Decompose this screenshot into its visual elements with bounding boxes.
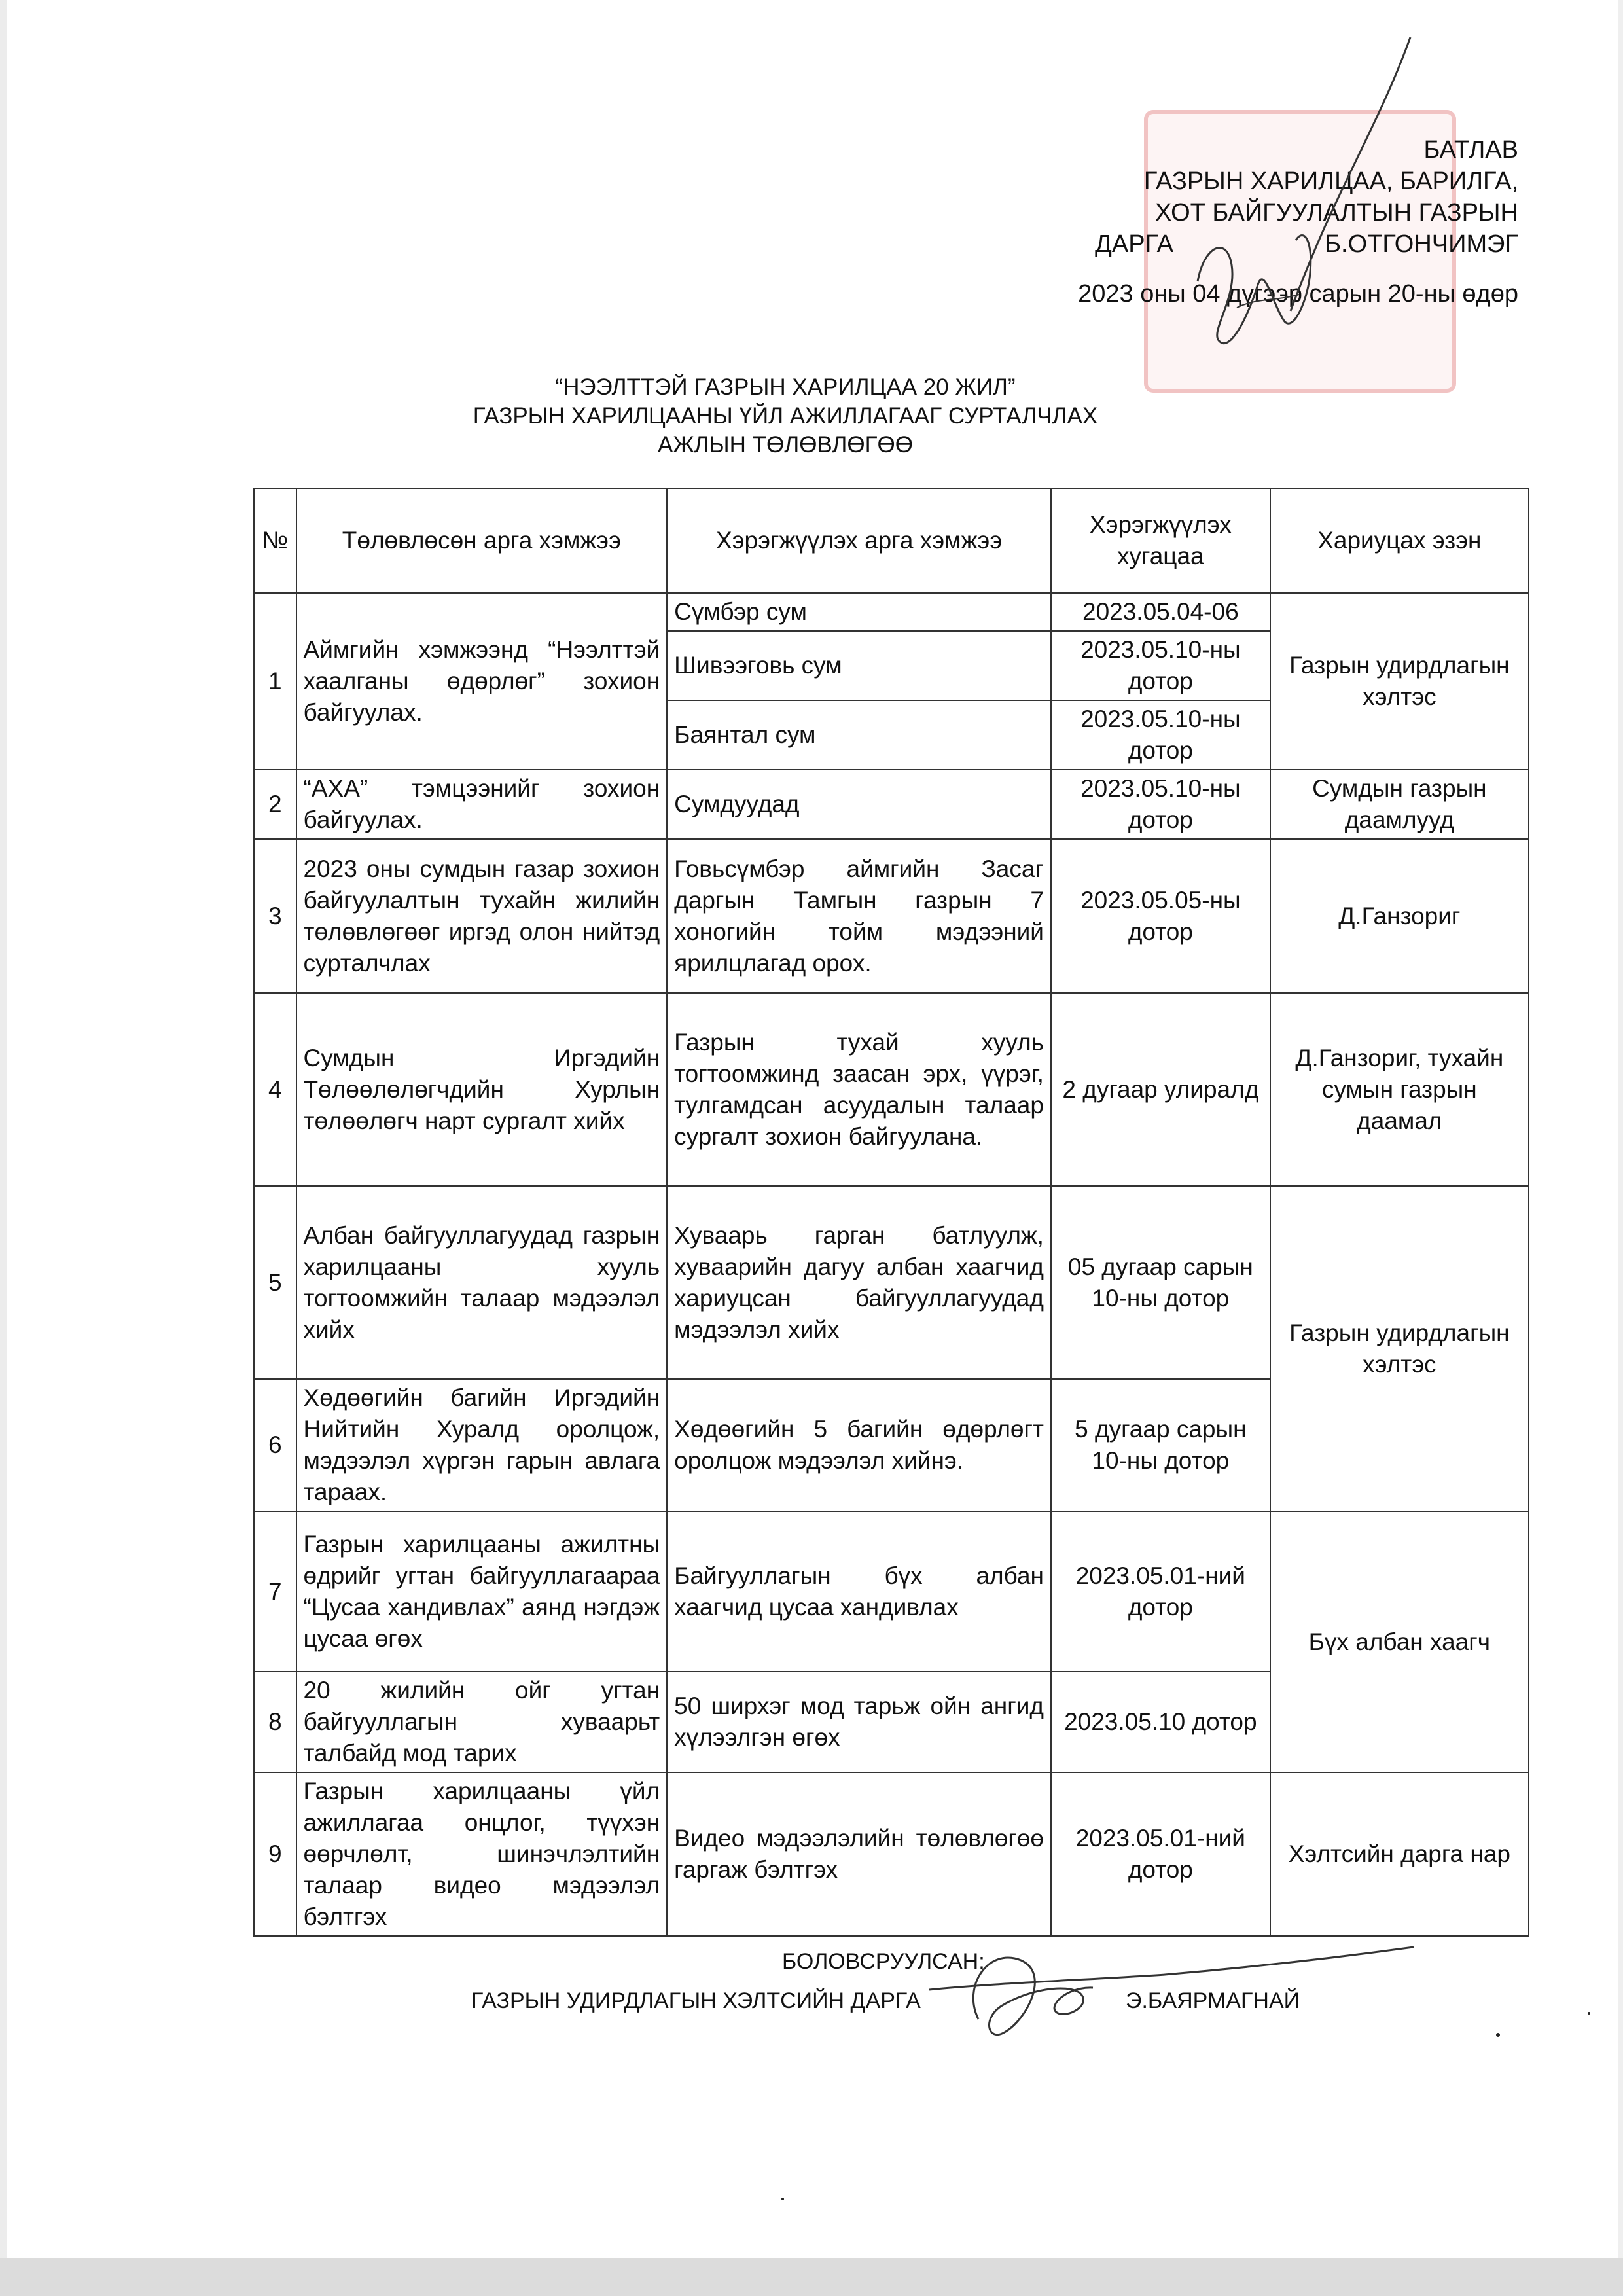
term-cell: 2023.05.10 дотор (1051, 1672, 1270, 1772)
header-implementation: Хэрэгжүүлэх арга хэмжээ (667, 488, 1051, 593)
header-no: № (254, 488, 296, 593)
row-number: 4 (254, 993, 296, 1186)
action-plan-table (253, 488, 1529, 1937)
prepared-position: ГАЗРЫН УДИРДЛАГЫН ХЭЛТСИЙН ДАРГА (471, 1988, 921, 2013)
prepared-label: БОЛОВСРУУЛСАН: (782, 1949, 985, 1974)
responsible-cell: Хэлтсийн дарга нар (1270, 1772, 1529, 1936)
table-row (254, 1186, 1529, 1379)
document-title (458, 373, 1113, 459)
scan-speck (1588, 2012, 1590, 2015)
table-header-row (254, 488, 1529, 593)
responsible-cell: Д.Ганзориг, тухайн сумын газрын даамал (1270, 993, 1529, 1186)
responsible-cell: Д.Ганзориг (1270, 839, 1529, 993)
implementation-measure: Газрын тухай хууль тогтоомжинд заасан эрх, үүрэг, тулгамдсан асуудалын талаар сургалт зохион байгуулана. (667, 993, 1051, 1186)
header-term: Хэрэгжүүлэх хугацаа (1051, 488, 1270, 593)
planned-measure: 2023 оны сумдын газар зохион байгуулалтын тухайн жилийн төлөвлөгөөг иргэд олон нийтэд сурталчлах (296, 839, 668, 993)
title-line2: ГАЗРЫН ХАРИЛЦААНЫ ҮЙЛ АЖИЛЛАГААГ СУРТАЛЧЛАХ (473, 403, 1098, 429)
planned-measure: 20 жилийн ойг угтан байгууллагын хуваарьт талбайд мод тарих (296, 1672, 668, 1772)
implementation-measure: Хөдөөгийн 5 багийн өдөрлөгт оролцож мэдээлэл хийнэ. (667, 1379, 1051, 1511)
table-row (254, 993, 1529, 1186)
responsible-cell: Бүх албан хаагч (1270, 1511, 1529, 1772)
responsible-cell: Газрын удирдлагын хэлтэс (1270, 1186, 1529, 1511)
row-number: 7 (254, 1511, 296, 1672)
approval-title: БАТЛАВ (1423, 136, 1518, 164)
scan-edge-left (0, 0, 7, 2296)
scan-speck (1496, 2033, 1500, 2037)
implementation-measure: Байгууллагын бүх албан хаагчид цусаа хандивлах (667, 1511, 1051, 1672)
header-responsible: Хариуцах эзэн (1270, 488, 1529, 593)
approval-name: Б.ОТГОНЧИМЭГ (1325, 230, 1518, 258)
planned-measure: Газрын харилцааны ажилтны өдрийг угтан байгууллагаараа “Цусаа хандивлах” аянд нэгдэж цусаа өгөх (296, 1511, 668, 1672)
implementation-measure: Видео мэдээлэлийн төлөвлөгөө гаргаж бэлтгэх (667, 1772, 1051, 1936)
term-cell: 2023.05.01-ний дотор (1051, 1772, 1270, 1936)
row-number: 6 (254, 1379, 296, 1511)
implementation-measure: Шивээговь сум (667, 631, 1051, 700)
responsible-cell: Газрын удирдлагын хэлтэс (1270, 593, 1529, 770)
term-cell: 2023.05.10-ны дотор (1051, 770, 1270, 839)
row-number: 1 (254, 593, 296, 770)
scan-speck (781, 2198, 784, 2200)
row-number: 2 (254, 770, 296, 839)
table-row (254, 1772, 1529, 1936)
row-number: 3 (254, 839, 296, 993)
planned-measure: Сумдын Иргэдийн Төлөөлөлөгчдийн Хурлын төлөөлөгч нарт сургалт хийх (296, 993, 668, 1186)
approval-date: 2023 оны 04 дүгээр сарын 20-ны өдөр (1078, 280, 1518, 308)
planned-measure: Аймгийн хэмжээнд “Нээлттэй хаалганы өдөрлөг” зохион байгуулах. (296, 593, 668, 770)
table-row (254, 770, 1529, 839)
title-line1: “НЭЭЛТТЭЙ ГАЗРЫН ХАРИЛЦАА 20 ЖИЛ” (555, 374, 1016, 400)
approval-org-line1: ГАЗРЫН ХАРИЛЦАА, БАРИЛГА, (1143, 168, 1518, 195)
approval-position: ДАРГА (1095, 230, 1173, 258)
term-cell: 2023.05.05-ны дотор (1051, 839, 1270, 993)
term-cell: 2 дугаар улиралд (1051, 993, 1270, 1186)
table-row (254, 839, 1529, 993)
approval-org-line2: ХОТ БАЙГУУЛАЛТЫН ГАЗРЫН (1154, 199, 1518, 226)
table-row (254, 1511, 1529, 1672)
implementation-measure: Сүмбэр сум (667, 593, 1051, 631)
approval-signature (1139, 29, 1427, 370)
title-line3: АЖЛЫН ТӨЛӨВЛӨГӨӨ (658, 432, 913, 457)
header-planned: Төлөвлөсөн арга хэмжээ (296, 488, 668, 593)
term-cell: 05 дугаар сарын 10-ны дотор (1051, 1186, 1270, 1379)
implementation-measure: Сумдуудад (667, 770, 1051, 839)
planned-measure: Хөдөөгийн багийн Иргэдийн Нийтийн Хуралд оролцож, мэдээлэл хүргэн гарын авлага тараах. (296, 1379, 668, 1511)
planned-measure: Албан байгууллагуудад газрын харилцааны хууль тогтоомжийн талаар мэдээлэл хийх (296, 1186, 668, 1379)
planned-measure: Газрын харилцааны үйл ажиллагаа онцлог, түүхэн өөрчлөлт, шинэчлэлтийн талаар видео мэдээлэл бэлтгэх (296, 1772, 668, 1936)
term-cell: 2023.05.10-ны дотор (1051, 700, 1270, 770)
implementation-measure: Говьсүмбэр аймгийн Засаг даргын Тамгын газрын 7 хоногийн тойм мэдээний ярилцлагад орох. (667, 839, 1051, 993)
row-number: 9 (254, 1772, 296, 1936)
scan-edge-bottom (0, 2258, 1623, 2296)
table-row (254, 593, 1529, 631)
planned-measure: “АХА” тэмцээнийг зохион байгуулах. (296, 770, 668, 839)
term-cell: 2023.05.01-ний дотор (1051, 1511, 1270, 1672)
term-cell: 5 дугаар сарын 10-ны дотор (1051, 1379, 1270, 1511)
implementation-measure: 50 ширхэг мод тарьж ойн ангид хүлээлгэн өгөх (667, 1672, 1051, 1772)
implementation-measure: Баянтал сум (667, 700, 1051, 770)
term-cell: 2023.05.10-ны дотор (1051, 631, 1270, 700)
implementation-measure: Хуваарь гарган батлуулж, хуваарийн дагуу албан хаагчид хариуцсан байгууллагуудад мэдээлэл хийх (667, 1186, 1051, 1379)
term-cell: 2023.05.04-06 (1051, 593, 1270, 631)
prepared-name: Э.БАЯРМАГНАЙ (1126, 1988, 1300, 2013)
scan-edge-right (1618, 0, 1623, 2296)
responsible-cell: Сумдын газрын даамлууд (1270, 770, 1529, 839)
row-number: 5 (254, 1186, 296, 1379)
preparer-signature (916, 1921, 1427, 2052)
row-number: 8 (254, 1672, 296, 1772)
